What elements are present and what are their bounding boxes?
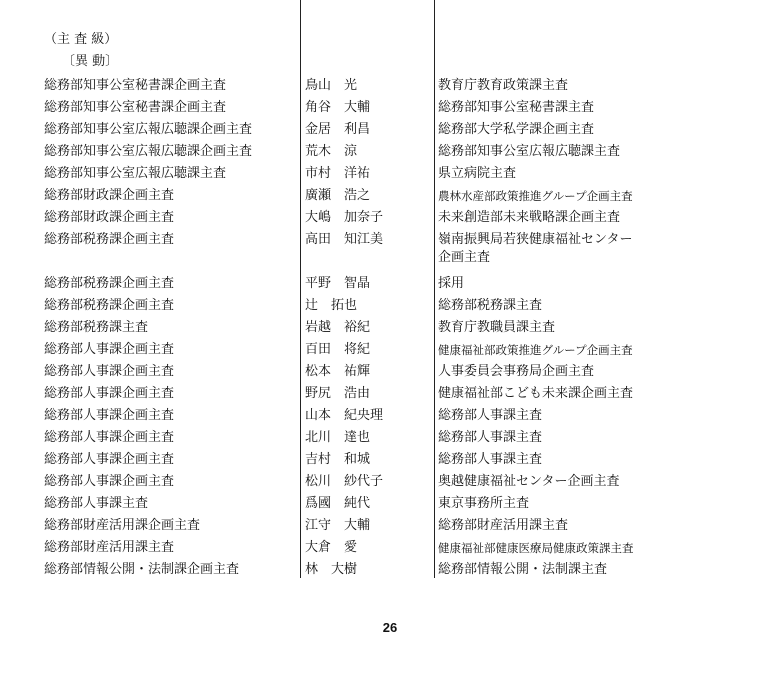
person-name: 爲國 純代 bbox=[305, 496, 371, 511]
previous-post bbox=[438, 495, 529, 513]
new-post: 総務部財政課企画主査 bbox=[44, 188, 175, 203]
previous-post-line: 健康福祉部健康医療局健康政策課主査 bbox=[438, 541, 634, 555]
previous-post bbox=[438, 473, 619, 491]
person-name: 吉村 和城 bbox=[305, 452, 371, 467]
list-item bbox=[0, 119, 780, 141]
previous-post-line: 総務部財産活用課主査 bbox=[438, 518, 569, 533]
previous-post-line: 県立病院主査 bbox=[438, 166, 517, 181]
new-post: 総務部税務課企画主査 bbox=[44, 276, 175, 291]
previous-post-line: 人事委員会事務局企画主査 bbox=[438, 364, 595, 379]
previous-post-line: 教育庁教職員課主査 bbox=[438, 320, 556, 335]
previous-post bbox=[438, 209, 620, 227]
section-heading: 〔異 動〕 bbox=[62, 54, 119, 69]
new-post: 総務部税務課企画主査 bbox=[44, 232, 175, 247]
new-post: 総務部税務課主査 bbox=[44, 320, 149, 335]
list-item bbox=[0, 97, 780, 119]
previous-post-line: 総務部情報公開・法制課主査 bbox=[438, 562, 608, 577]
previous-post-line: 嶺南振興局若狭健康福祉センター bbox=[438, 232, 633, 247]
previous-post bbox=[438, 121, 594, 139]
list-item bbox=[0, 383, 780, 405]
previous-post-line: 総務部税務課主査 bbox=[438, 298, 543, 313]
previous-post-line: 未来創造部未来戦略課企画主査 bbox=[438, 210, 621, 225]
list-item bbox=[0, 317, 780, 339]
new-post: 総務部税務課企画主査 bbox=[44, 298, 175, 313]
previous-post bbox=[438, 561, 607, 579]
list-item bbox=[0, 229, 780, 273]
list-item bbox=[0, 75, 780, 97]
previous-post-line: 農林水産部政策推進グループ企画主査 bbox=[438, 189, 633, 203]
person-name: 野尻 浩由 bbox=[305, 386, 371, 401]
person-name: 林 大樹 bbox=[305, 562, 358, 577]
list-item bbox=[0, 471, 780, 493]
list-item bbox=[0, 427, 780, 449]
previous-post bbox=[438, 275, 464, 293]
new-post: 総務部人事課企画主査 bbox=[44, 474, 175, 489]
new-post: 総務部人事課企画主査 bbox=[44, 430, 175, 445]
new-post: 総務部財政課企画主査 bbox=[44, 210, 175, 225]
new-post: 総務部知事公室広報広聴課企画主査 bbox=[44, 122, 253, 137]
person-name: 山本 紀央理 bbox=[305, 408, 384, 423]
person-name: 百田 将紀 bbox=[305, 342, 371, 357]
new-post: 総務部人事課企画主査 bbox=[44, 408, 175, 423]
new-post: 総務部知事公室広報広聴課主査 bbox=[44, 166, 227, 181]
list-item bbox=[0, 295, 780, 317]
new-post: 総務部情報公開・法制課企画主査 bbox=[44, 562, 240, 577]
personnel-list bbox=[0, 75, 780, 581]
person-name: 荒木 涼 bbox=[305, 144, 358, 159]
list-item bbox=[0, 141, 780, 163]
list-item bbox=[0, 537, 780, 559]
previous-post-line: 採用 bbox=[438, 276, 465, 291]
previous-post-line: 奥越健康福祉センター企画主査 bbox=[438, 474, 620, 489]
list-item bbox=[0, 515, 780, 537]
new-post: 総務部知事公室秘書課企画主査 bbox=[44, 100, 227, 115]
new-post: 総務部人事課企画主査 bbox=[44, 364, 175, 379]
list-item bbox=[0, 361, 780, 383]
page-number: 26 bbox=[382, 620, 398, 635]
person-name: 金居 利昌 bbox=[305, 122, 371, 137]
new-post: 総務部人事課企画主査 bbox=[44, 386, 175, 401]
person-name: 松川 紗代子 bbox=[305, 474, 384, 489]
previous-post bbox=[438, 165, 516, 183]
previous-post bbox=[438, 517, 568, 535]
person-name: 平野 智晶 bbox=[305, 276, 371, 291]
previous-post bbox=[438, 99, 594, 117]
person-name: 大倉 愛 bbox=[305, 540, 358, 555]
person-name: 江守 大輔 bbox=[305, 518, 371, 533]
person-name: 鳥山 光 bbox=[305, 78, 358, 93]
list-item bbox=[0, 559, 780, 581]
rank-heading: （主 査 級） bbox=[44, 32, 118, 47]
list-item bbox=[0, 449, 780, 471]
previous-post-line: 総務部人事課主査 bbox=[438, 452, 543, 467]
person-name: 松本 祐輝 bbox=[305, 364, 371, 379]
previous-post-line: 健康福祉部政策推進グループ企画主査 bbox=[438, 343, 633, 357]
person-name: 北川 達也 bbox=[305, 430, 371, 445]
list-item bbox=[0, 405, 780, 427]
person-name: 市村 洋祐 bbox=[305, 166, 371, 181]
new-post: 総務部財産活用課企画主査 bbox=[44, 518, 201, 533]
list-item bbox=[0, 185, 780, 207]
new-post: 総務部人事課企画主査 bbox=[44, 342, 175, 357]
previous-post bbox=[438, 385, 633, 403]
new-post: 総務部人事課企画主査 bbox=[44, 452, 175, 467]
previous-post bbox=[438, 319, 555, 337]
previous-post-line: 総務部人事課主査 bbox=[438, 408, 543, 423]
previous-post-line: 教育庁教育政策課主査 bbox=[438, 78, 569, 93]
previous-post-line: 健康福祉部こども未来課企画主査 bbox=[438, 386, 634, 401]
person-name: 辻 拓也 bbox=[305, 298, 358, 313]
previous-post bbox=[438, 143, 620, 161]
person-name: 角谷 大輔 bbox=[305, 100, 371, 115]
list-item bbox=[0, 273, 780, 295]
previous-post bbox=[438, 341, 633, 359]
previous-post bbox=[438, 363, 594, 381]
previous-post bbox=[438, 187, 633, 205]
previous-post-line: 東京事務所主査 bbox=[438, 496, 530, 511]
new-post: 総務部財産活用課主査 bbox=[44, 540, 175, 555]
previous-post-line: 総務部知事公室広報広聴課主査 bbox=[438, 144, 621, 159]
previous-post bbox=[438, 429, 542, 447]
person-name: 高田 知江美 bbox=[305, 232, 384, 247]
new-post: 総務部人事課主査 bbox=[44, 496, 149, 511]
previous-post bbox=[438, 451, 542, 469]
previous-post-line2: 企画主査 bbox=[438, 250, 491, 265]
previous-post-line: 総務部知事公室秘書課主査 bbox=[438, 100, 595, 115]
person-name: 岩越 裕紀 bbox=[305, 320, 371, 335]
person-name: 大嶋 加奈子 bbox=[305, 210, 384, 225]
previous-post bbox=[438, 407, 542, 425]
previous-post bbox=[438, 77, 568, 95]
new-post: 総務部知事公室秘書課企画主査 bbox=[44, 78, 227, 93]
previous-post bbox=[438, 539, 634, 557]
list-item bbox=[0, 339, 780, 361]
new-post: 総務部知事公室広報広聴課企画主査 bbox=[44, 144, 253, 159]
previous-post-line: 総務部人事課主査 bbox=[438, 430, 543, 445]
list-item bbox=[0, 163, 780, 185]
list-item bbox=[0, 493, 780, 515]
list-item bbox=[0, 207, 780, 229]
person-name: 廣瀬 浩之 bbox=[305, 188, 371, 203]
previous-post bbox=[438, 231, 632, 267]
previous-post-line: 総務部大学私学課企画主査 bbox=[438, 122, 595, 137]
previous-post bbox=[438, 297, 542, 315]
